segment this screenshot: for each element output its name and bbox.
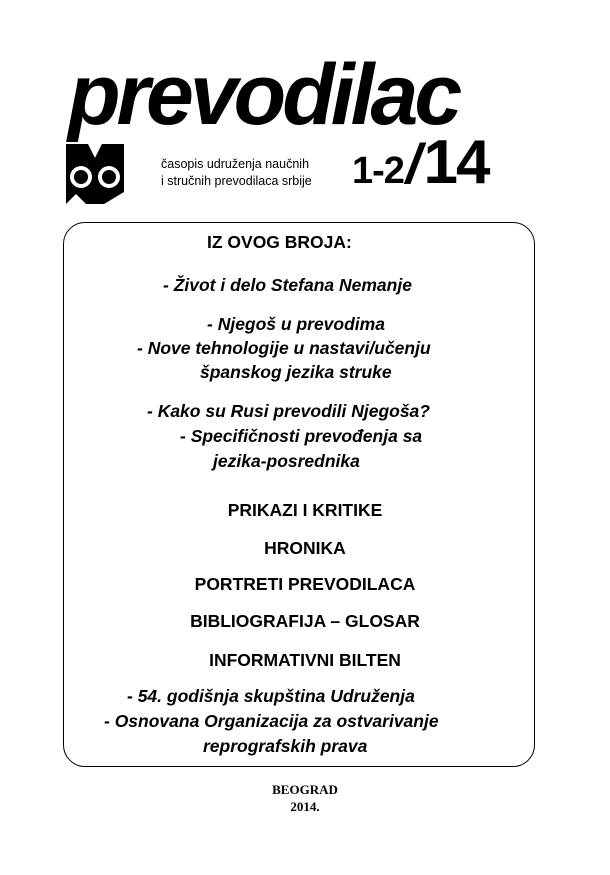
issue-volume: 14 [423,128,489,197]
section-heading: PORTRETI PREVODILACA [194,574,416,594]
subtitle-line-1: časopis udruženja naučnih [161,157,310,171]
section-heading: INFORMATIVNI BILTEN [209,650,401,670]
imprint-year: 2014. [290,799,320,814]
contents-item: - Život i delo Stefana Nemanje [163,275,412,295]
contents-item: španskog jezika struke [200,362,392,382]
subtitle-line-2: i stručnih prevodilaca srbije [161,174,312,188]
contents-heading: IZ OVOG BROJA: [207,232,352,252]
section-heading: BIBLIOGRAFIJA – GLOSAR [190,611,420,631]
journal-subtitle [161,156,312,190]
bulletin-item: reprografskih prava [203,736,368,756]
journal-title: prevodilac [68,47,459,143]
issue-label [352,128,489,197]
contents-item: - Kako su Rusi prevodili Njegoša? [147,401,430,421]
contents-item: - Njegoš u prevodima [207,314,385,334]
contents-item: jezika-posrednika [213,451,360,471]
owl-eyes-logo-icon [66,144,124,204]
contents-item: - Nove tehnologije u nastavi/učenju [137,338,431,358]
section-heading: HRONIKA [264,538,346,558]
issue-slash: / [405,132,422,195]
bulletin-item: - 54. godišnja skupština Udruženja [127,686,415,706]
issue-number: 1-2 [352,150,404,192]
section-heading: PRIKAZI I KRITIKE [227,500,383,520]
contents-item: - Specifičnosti prevođenja sa [180,426,423,446]
imprint-city: BEOGRAD [272,782,338,797]
bulletin-item: - Osnovana Organizacija za ostvarivanje [104,711,439,731]
